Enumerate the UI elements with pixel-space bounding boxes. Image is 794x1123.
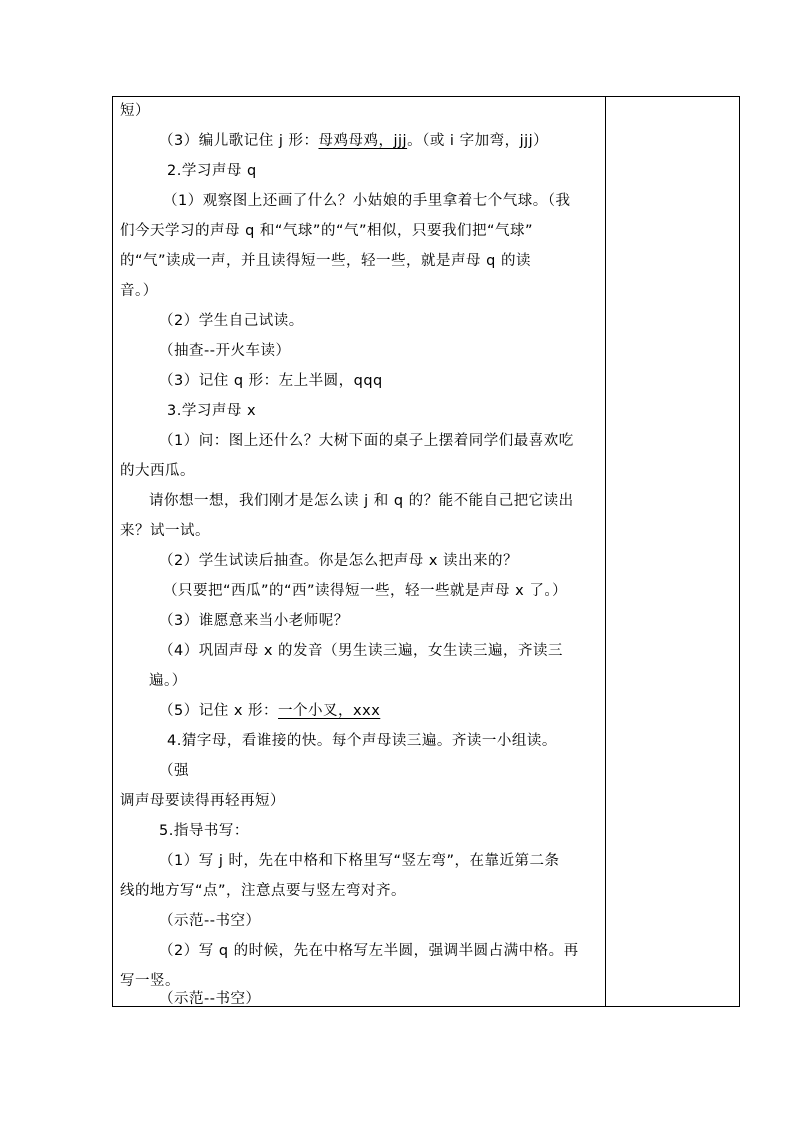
text-line: 的“气”读成一声，并且读得短一些，轻一些，就是声母 q 的读 xyxy=(120,253,531,269)
underlined-text: 母鸡母鸡，jjj xyxy=(318,133,408,149)
section-heading: 5.指导书写： xyxy=(159,823,249,839)
text-line: （示范--书空） xyxy=(159,913,261,929)
text-line: 的大西瓜。 xyxy=(120,463,195,479)
text-segment: （5）记住 x 形： xyxy=(159,703,279,719)
lesson-table xyxy=(112,96,740,1007)
text-line: （抽查--开火车读） xyxy=(159,343,291,359)
text-line: （2）学生试读后抽查。你是怎么把声母 x 读出来的？ xyxy=(159,553,519,569)
text-line xyxy=(159,131,548,151)
text-line: （3）谁愿意来当小老师呢？ xyxy=(159,613,349,629)
text-line: 调声母要读得再轻再短） xyxy=(120,793,285,809)
section-heading: 4.猜字母，看谁接的快。每个声母读三遍。齐读一小组读。 xyxy=(167,733,557,749)
text-line: （2）写 q 的时候，先在中格写左半圆，强调半圆占满中格。再 xyxy=(159,943,579,959)
text-line: （示范--书空） xyxy=(159,991,261,1007)
text-line: （只要把“西瓜”的“西”读得短一些，轻一些就是声母 x 了。） xyxy=(163,583,568,599)
underlined-text: 一个小叉，xxx xyxy=(278,703,381,719)
text-line: （强 xyxy=(159,763,189,779)
text-line xyxy=(159,701,380,721)
text-line: （2）学生自己试读。 xyxy=(159,313,304,329)
text-segment: 。（或 i 字加弯，jjj） xyxy=(407,133,549,149)
text-line: 音。） xyxy=(120,283,158,299)
text-line: 短） xyxy=(120,103,150,119)
text-line: （1）问：图上还什么？大树下面的桌子上摆着同学们最喜欢吃 xyxy=(159,433,574,449)
section-heading: 2.学习声母 q xyxy=(167,163,257,179)
section-heading: 3.学习声母 x xyxy=(167,403,257,419)
text-line: 来？试一试。 xyxy=(120,523,210,539)
text-line: 写一竖。 xyxy=(120,973,180,989)
text-line: （3）记住 q 形：左上半圆，qqq xyxy=(159,373,383,389)
text-segment: （3）编儿歌记住 j 形： xyxy=(159,133,319,149)
text-line: （1）观察图上还画了什么？小姑娘的手里拿着七个气球。（我 xyxy=(163,193,571,209)
column-divider xyxy=(605,97,606,1006)
text-line: （1）写 j 时，先在中格和下格里写“竖左弯”，在靠近第二条 xyxy=(159,853,560,869)
text-line: 线的地方写“点”，注意点要与竖左弯对齐。 xyxy=(120,883,407,899)
text-line: （4）巩固声母 x 的发音（男生读三遍，女生读三遍，齐读三 xyxy=(159,643,564,659)
text-line: 请你想一想，我们刚才是怎么读 j 和 q 的？能不能自己把它读出 xyxy=(149,493,574,509)
text-line: 们今天学习的声母 q 和“气球”的“气”相似，只要我们把“气球” xyxy=(120,223,533,239)
text-line: 遍。） xyxy=(149,673,187,689)
